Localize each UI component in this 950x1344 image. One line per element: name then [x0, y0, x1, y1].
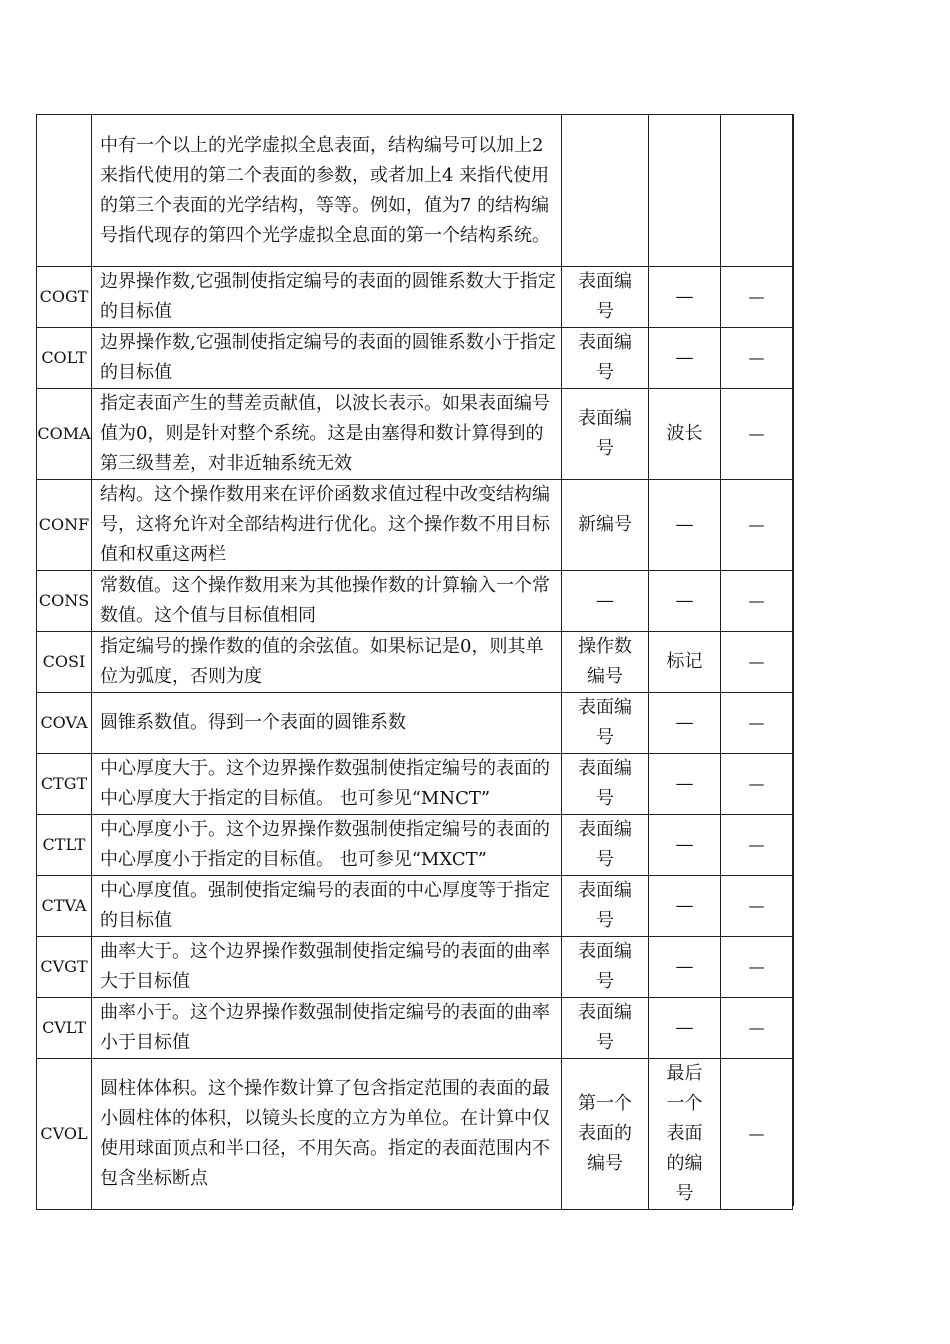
operand-description-cell: 结构。这个操作数用来在评价函数求值过程中改变结构编号，这将允许对全部结构进行优化。这个操作数不用目标值和权重这两栏: [92, 480, 562, 571]
operand-description-cell: 中心厚度值。强制使指定编号的表面的中心厚度等于指定的目标值: [92, 876, 562, 937]
int2-cell: [649, 115, 721, 267]
int2-cell: —: [649, 693, 721, 754]
table-row: [37, 480, 793, 571]
int1-cell: —: [562, 571, 649, 632]
target-cell: [721, 115, 793, 267]
operand-description-cell: 中心厚度大于。这个边界操作数强制使指定编号的表面的中心厚度大于指定的目标值。 也可参见“MNCT”: [92, 754, 562, 815]
target-cell: —: [721, 1059, 793, 1210]
operand-description-cell: 中心厚度小于。这个边界操作数强制使指定编号的表面的中心厚度小于指定的目标值。 也可参见“MXCT”: [92, 815, 562, 876]
target-cell: —: [721, 998, 793, 1059]
int2-cell: —: [649, 815, 721, 876]
operand-description-cell: 指定编号的操作数的值的余弦值。如果标记是0，则其单位为弧度，否则为度: [92, 632, 562, 693]
target-cell: —: [721, 937, 793, 998]
table-row: [37, 267, 793, 328]
table-row: [37, 115, 793, 267]
int1-cell: 表面编号: [562, 754, 649, 815]
table-row: [37, 754, 793, 815]
int1-cell: 表面编号: [562, 693, 649, 754]
operand-description-cell: 边界操作数,它强制使指定编号的表面的圆锥系数小于指定的目标值: [92, 328, 562, 389]
int1-cell: 表面编号: [562, 998, 649, 1059]
int2-cell: 波长: [649, 389, 721, 480]
table-row: [37, 389, 793, 480]
operand-code-cell: [37, 115, 92, 267]
target-cell: —: [721, 815, 793, 876]
int1-cell: 表面编号: [562, 937, 649, 998]
operand-code-cell: COMA: [37, 389, 92, 480]
int2-cell: —: [649, 937, 721, 998]
table-row: [37, 632, 793, 693]
target-cell: —: [721, 876, 793, 937]
operand-description-cell: 指定表面产生的彗差贡献值，以波长表示。如果表面编号值为0，则是针对整个系统。这是由塞得和数计算得到的第三级彗差，对非近轴系统无效: [92, 389, 562, 480]
int1-cell: 操作数编号: [562, 632, 649, 693]
int2-cell: 标记: [649, 632, 721, 693]
int2-cell: —: [649, 998, 721, 1059]
operand-description-cell: 圆柱体体积。这个操作数计算了包含指定范围的表面的最小圆柱体的体积，以镜头长度的立方为单位。在计算中仅使用球面顶点和半口径，不用矢高。指定的表面范围内不包含坐标断点: [92, 1059, 562, 1210]
target-cell: —: [721, 480, 793, 571]
int2-cell: —: [649, 571, 721, 632]
operand-code-cell: COLT: [37, 328, 92, 389]
target-cell: —: [721, 267, 793, 328]
int1-cell: 第一个表面的编号: [562, 1059, 649, 1210]
int1-cell: [562, 115, 649, 267]
operand-code-cell: COSI: [37, 632, 92, 693]
target-cell: —: [721, 754, 793, 815]
operand-code-cell: COGT: [37, 267, 92, 328]
operand-description-cell: 中有一个以上的光学虚拟全息表面，结构编号可以加上2 来指代使用的第二个表面的参数，或者加上4 来指代使用的第三个表面的光学结构，等等。例如，值为7 的结构编号指代现存的第四个光学虚拟全息面的第一个结构系统。: [92, 115, 562, 267]
int2-cell: —: [649, 267, 721, 328]
int2-cell: —: [649, 328, 721, 389]
table-row: [37, 876, 793, 937]
table-row: [37, 1059, 793, 1210]
operand-table-container: [36, 114, 793, 1210]
operand-code-cell: CONS: [37, 571, 92, 632]
int2-cell: —: [649, 480, 721, 571]
operand-code-cell: COVA: [37, 693, 92, 754]
table-row: [37, 571, 793, 632]
operand-description-cell: 常数值。这个操作数用来为其他操作数的计算输入一个常数值。这个值与目标值相同: [92, 571, 562, 632]
operand-table-body: [37, 115, 793, 1210]
target-cell: —: [721, 328, 793, 389]
operand-code-cell: CTVA: [37, 876, 92, 937]
int1-cell: 表面编号: [562, 815, 649, 876]
operand-description-cell: 曲率大于。这个边界操作数强制使指定编号的表面的曲率大于目标值: [92, 937, 562, 998]
operand-description-cell: 曲率小于。这个边界操作数强制使指定编号的表面的曲率小于目标值: [92, 998, 562, 1059]
int2-cell: —: [649, 876, 721, 937]
operand-table: [36, 114, 793, 1210]
operand-code-cell: CVLT: [37, 998, 92, 1059]
int1-cell: 表面编号: [562, 267, 649, 328]
operand-code-cell: CVOL: [37, 1059, 92, 1210]
int1-cell: 表面编号: [562, 328, 649, 389]
target-cell: —: [721, 632, 793, 693]
table-right-border: [792, 114, 794, 1206]
operand-description-cell: 圆锥系数值。得到一个表面的圆锥系数: [92, 693, 562, 754]
operand-code-cell: CTGT: [37, 754, 92, 815]
int1-cell: 新编号: [562, 480, 649, 571]
int1-cell: 表面编号: [562, 876, 649, 937]
table-row: [37, 937, 793, 998]
target-cell: —: [721, 693, 793, 754]
table-row: [37, 328, 793, 389]
operand-description-cell: 边界操作数,它强制使指定编号的表面的圆锥系数大于指定的目标值: [92, 267, 562, 328]
table-row: [37, 815, 793, 876]
table-row: [37, 998, 793, 1059]
target-cell: —: [721, 571, 793, 632]
table-row: [37, 693, 793, 754]
int2-cell: 最后一个表面的编号: [649, 1059, 721, 1210]
int2-cell: —: [649, 754, 721, 815]
target-cell: —: [721, 389, 793, 480]
operand-code-cell: CONF: [37, 480, 92, 571]
int1-cell: 表面编号: [562, 389, 649, 480]
operand-code-cell: CVGT: [37, 937, 92, 998]
operand-code-cell: CTLT: [37, 815, 92, 876]
